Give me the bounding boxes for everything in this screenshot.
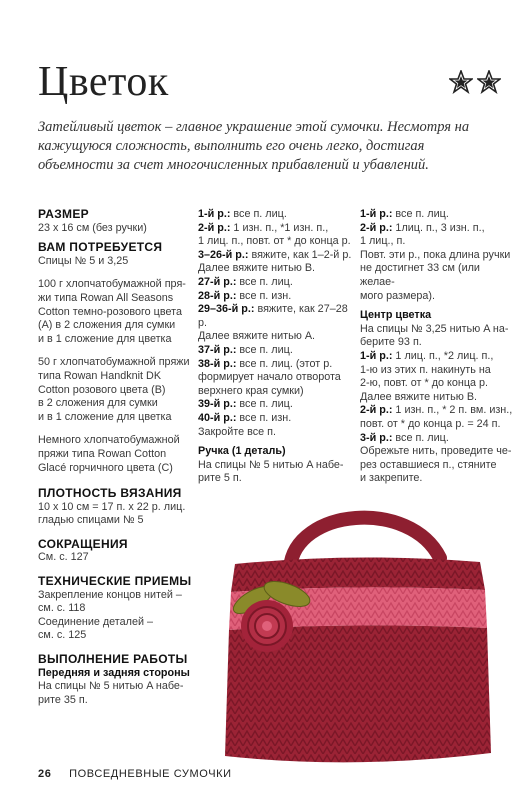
text-line: На спицы № 5 нитью A набе- — [198, 458, 344, 471]
instruction-line — [360, 432, 515, 446]
row-text: все п. лиц. — [236, 398, 293, 411]
row-text: верхнего края сумки) — [198, 384, 304, 397]
instruction-line — [360, 377, 515, 391]
difficulty-rating — [449, 70, 501, 94]
star-icon — [449, 70, 473, 94]
instruction-line — [360, 391, 515, 405]
text-line: Закрепление концов нитей – — [38, 588, 182, 601]
row-text: все п. лиц. — [392, 431, 449, 444]
row-text: вяжите, как 1–2-й р. — [248, 248, 352, 261]
text-line: Cotton розового цвета (B) — [38, 383, 166, 396]
instructions-heading: ВЫПОЛНЕНИЕ РАБОТЫ — [38, 652, 188, 667]
instruction-line — [198, 330, 358, 344]
instruction-line — [198, 262, 358, 276]
instruction-line — [360, 336, 515, 350]
text-line: гладью спицами № 5 — [38, 514, 144, 527]
instruction-line — [360, 472, 515, 486]
instruction-line — [360, 208, 515, 222]
intro-text: Затейливый цветок – главное украшение этой сумочки. Несмотря на кажущуюся сложность, выполнить его очень легко, достигая объемности за счет многочисленных прибавлений и убавлений. — [38, 119, 470, 173]
row-label: 38-й р.: — [198, 357, 237, 370]
abbreviations-text: См. с. 127 — [38, 551, 89, 564]
gauge-heading: ПЛОТНОСТЬ ВЯЗАНИЯ — [38, 486, 182, 501]
row-label: 39-й р.: — [198, 398, 237, 411]
text-line: жи типа Rowan All Seasons — [38, 291, 174, 304]
text-line: пряжи типа Rowan Cotton — [38, 447, 167, 460]
row-list — [360, 323, 515, 486]
row-label: 29–36-й р.: — [198, 303, 255, 316]
text-line: рите 35 п. — [38, 693, 88, 706]
page-number: 26 — [38, 768, 52, 780]
row-list — [360, 208, 515, 303]
instruction-line — [198, 385, 358, 399]
text-line: см. с. 125 — [38, 629, 87, 642]
instruction-line — [198, 398, 358, 412]
row-text: 1 лиц. п., *2 лиц. п., — [392, 349, 494, 362]
text-line: Cotton темно-розового цвета — [38, 305, 182, 318]
page-title: Цветок — [38, 59, 169, 105]
row-label: 2-й р.: — [360, 404, 393, 417]
yarn-a-block — [38, 278, 203, 346]
yarn-c-block — [38, 434, 203, 475]
row-text: Обрежьте нить, проведите че- — [360, 445, 512, 458]
row-label: 40-й р.: — [198, 411, 237, 424]
text-line: 50 г хлопчатобумажной пряжи — [38, 356, 190, 369]
instruction-line — [198, 426, 358, 440]
instruction-line — [198, 303, 358, 330]
instructions-column-2 — [198, 208, 358, 486]
row-list — [198, 208, 358, 439]
instruction-line — [198, 344, 358, 358]
row-text: Далее вяжите нитью B. — [198, 262, 316, 275]
row-label: 1-й р.: — [360, 208, 393, 220]
row-label: 37-й р.: — [198, 343, 237, 356]
row-text: берите 93 п. — [360, 336, 422, 349]
text-line: и в 1 сложение для цветка — [38, 410, 172, 423]
row-text: не достигнет 33 см (или желае- — [360, 262, 480, 288]
instruction-line — [198, 412, 358, 426]
text-line: см. с. 118 — [38, 602, 86, 615]
text-line: Glacé горчичного цвета (C) — [38, 461, 173, 474]
instruction-line — [198, 249, 358, 263]
instruction-line — [360, 323, 515, 337]
materials-heading: ВАМ ПОТРЕБУЕТСЯ — [38, 240, 163, 255]
row-text: все п. изн. — [236, 411, 292, 424]
row-label: 27-й р.: — [198, 275, 237, 288]
row-text: вяжите, как 27–28 р. — [198, 303, 348, 329]
row-text: все п. лиц. — [236, 343, 293, 356]
techniques-heading: ТЕХНИЧЕСКИЕ ПРИЕМЫ — [38, 574, 192, 589]
flower-decoration — [241, 600, 293, 652]
instruction-line — [360, 235, 515, 249]
instruction-line — [198, 371, 358, 385]
instruction-line — [360, 249, 515, 263]
instruction-line — [360, 445, 515, 459]
row-text: 1 изн. п., *1 изн. п., — [230, 221, 329, 234]
instruction-line — [360, 290, 515, 304]
row-text: На спицы № 3,25 нитью A на- — [360, 322, 509, 335]
row-label: 2-й р.: — [198, 221, 231, 234]
row-text: повт. от * до конца р. = 24 п. — [360, 417, 501, 430]
text-line: в 2 сложения для сумки — [38, 397, 158, 410]
row-label: 3–26-й р.: — [198, 248, 249, 261]
row-text: все п. лиц. — [236, 275, 293, 288]
instruction-line — [198, 276, 358, 290]
row-text: и закрепите. — [360, 472, 423, 485]
text-line: (A) в 2 сложения для сумки — [38, 319, 176, 332]
text-line: типа Rowan Handknit DK — [38, 369, 162, 382]
instructions-column-3 — [360, 208, 515, 486]
row-text: 2-ю, повт. от * до конца р. — [360, 377, 489, 390]
materials-column — [38, 208, 203, 707]
row-text: все п. лиц. — [230, 208, 287, 220]
instruction-line — [360, 262, 515, 289]
row-label: 28-й р.: — [198, 289, 237, 302]
yarn-b-block — [38, 356, 203, 424]
instruction-line — [198, 235, 358, 249]
instruction-line — [360, 459, 515, 473]
row-label: 2-й р.: — [360, 221, 393, 234]
bag-photo — [195, 498, 515, 780]
flower-center-subheading: Центр цветка — [360, 309, 432, 322]
section-title: ПОВСЕДНЕВНЫЕ СУМОЧКИ — [69, 768, 232, 780]
row-text: 1 изн. п., * 2 п. вм. изн., — [392, 404, 513, 417]
text-line: 100 г хлопчатобумажной пря- — [38, 278, 186, 291]
text-line: На спицы № 5 нитью A набе- — [38, 680, 184, 693]
row-text: 1 лиц., п. — [360, 235, 406, 248]
instruction-line — [198, 208, 358, 222]
handle-subheading: Ручка (1 деталь) — [198, 445, 286, 458]
text-line: 10 х 10 см = 17 п. х 22 р. лиц. — [38, 500, 186, 513]
row-label: 1-й р.: — [198, 208, 231, 220]
text-line: рите 5 п. — [198, 472, 242, 485]
needles-text: Спицы № 5 и 3,25 — [38, 254, 129, 267]
row-text: рез оставшиеся п., стяните — [360, 458, 497, 471]
size-text: 23 х 16 см (без ручки) — [38, 221, 147, 234]
instruction-line — [360, 222, 515, 236]
instruction-line — [360, 350, 515, 364]
text-line: и в 1 сложение для цветка — [38, 332, 172, 345]
row-label: 1-й р.: — [360, 349, 393, 362]
instruction-line — [198, 222, 358, 236]
row-text: Далее вяжите нитью A. — [198, 330, 316, 343]
row-text: 1лиц. п., 3 изн. п., — [392, 221, 485, 234]
text-line: Немного хлопчатобумажной — [38, 434, 180, 447]
row-text: все п. лиц. (этот р. — [236, 357, 333, 370]
row-label: 3-й р.: — [360, 431, 393, 444]
row-text: Повт. эти р., пока длина ручки — [360, 248, 511, 261]
row-text: 1 лиц. п., повт. от * до конца р. — [198, 235, 351, 248]
front-back-subheading: Передняя и задняя стороны — [38, 666, 190, 679]
row-text: Далее вяжите нитью B. — [360, 390, 478, 403]
instruction-line — [198, 358, 358, 372]
row-text: формирует начало отворота — [198, 371, 341, 384]
star-icon — [477, 70, 501, 94]
size-heading: РАЗМЕР — [38, 207, 89, 221]
row-text: мого размера). — [360, 289, 436, 302]
instruction-line — [198, 290, 358, 304]
instruction-line — [360, 364, 515, 378]
row-text: все п. лиц. — [392, 208, 449, 220]
row-text: все п. изн. — [236, 289, 292, 302]
abbreviations-heading: СОКРАЩЕНИЯ — [38, 536, 128, 551]
instruction-line — [360, 404, 515, 418]
row-text: 1-ю из этих п. накинуть на — [360, 363, 491, 376]
row-text: Закройте все п. — [198, 425, 276, 438]
instruction-line — [360, 418, 515, 432]
page-footer — [38, 768, 232, 780]
text-line: Соединение деталей – — [38, 615, 153, 628]
